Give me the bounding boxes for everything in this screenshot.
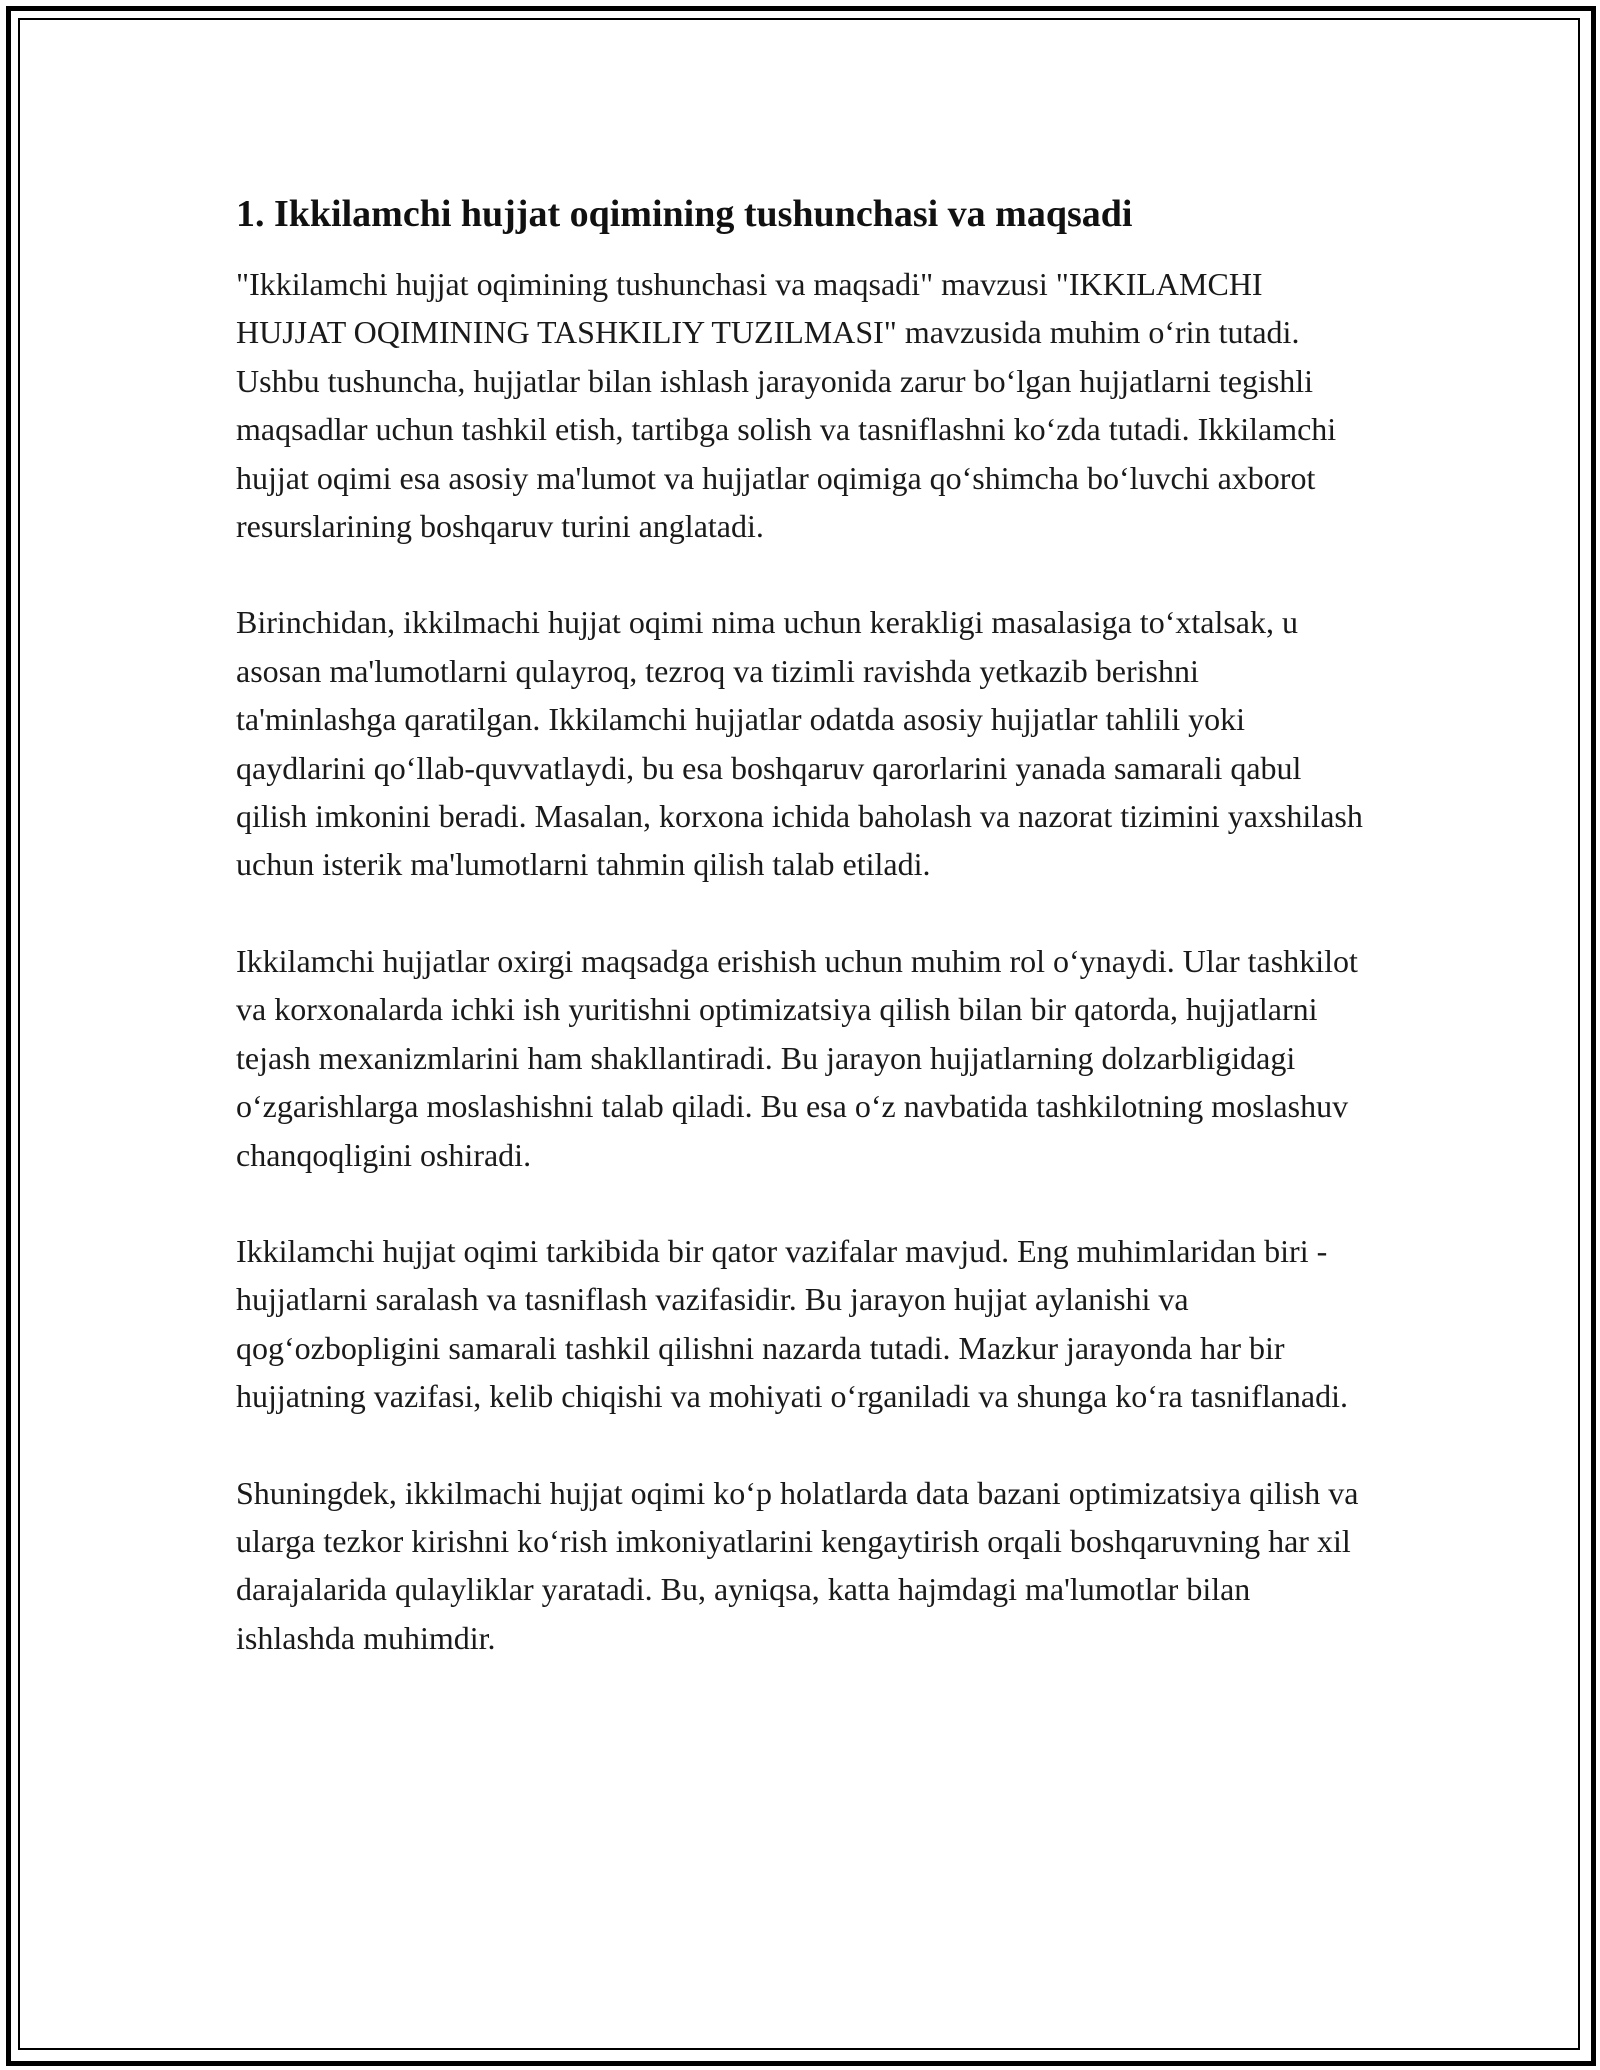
paragraph-2: Birinchidan, ikkilmachi hujjat oqimi nima uchun kerakligi masalasiga to‘xtalsak, u asosan ma'lumotlarni qulayroq, tezroq va tizimli ravishda yetkazib berishni ta'minlashga qaratilgan. Ikkilamchi hujjatlar odatda asosiy hujjatlar tahlili yoki qaydlarini qo‘llab-quvvatlaydi, bu esa boshqaruv qarorlarini yanada samarali qabul qilish imkonini beradi. Masalan, korxona ichida baholash va nazorat tizimini yaxshilash uchun isterik ma'lumotlarni tahmin qilish talab etiladi. [236,604,1363,883]
section-heading: 1. Ikkilamchi hujjat oqimining tushunchasi va maqsadi [236,193,1133,235]
paragraph-4: Ikkilamchi hujjat oqimi tarkibida bir qator vazifalar mavjud. Eng muhimlaridan biri - hujjatlarni saralash va tasniflash vazifasidir. Bu jarayon hujjat aylanishi va qog‘ozbopligini samarali tashkil qilishni nazarda tutadi. Mazkur jarayonda har bir hujjatning vazifasi, kelib chiqishi va mohiyati o‘rganiladi va shunga ko‘ra tasniflanadi. [236,1232,1349,1415]
paragraph-3: Ikkilamchi hujjatlar oxirgi maqsadga erishish uchun muhim rol o‘ynaydi. Ular tashkilot va korxonalarda ichki ish yuritishni optimizatsiya qilish bilan bir qatorda, hujjatlarni tejash mexanizmlarini ham shakllantiradi. Bu jarayon hujjatlarning dolzarbligidagi o‘zgarishlarga moslashishni talab qiladi. Bu esa o‘z navbatida tashkilotning moslashuv chanqoqligini oshiradi. [236,942,1358,1173]
paragraph-1: "Ikkilamchi hujjat oqimining tushunchasi va maqsadi" mavzusi "IKKILAMCHI HUJJAT OQIMINING TASHKILIY TUZILMASI" mavzusida muhim o‘rin tutadi. Ushbu tushuncha, hujjatlar bilan ishlash jarayonida zarur bo‘lgan hujjatlarni tegishli maqsadlar uchun tashkil etish, tartibga solish va tasniflashni ko‘zda tutadi. Ikkilamchi hujjat oqimi esa asosiy ma'lumot va hujjatlar oqimiga qo‘shimcha bo‘luvchi axborot resurslarining boshqaruv turini anglatadi. [236,266,1337,545]
paragraph-5: Shuningdek, ikkilmachi hujjat oqimi ko‘p holatlarda data bazani optimizatsiya qilish va ularga tezkor kirishni ko‘rish imkoniyatlarini kengaytirish orqali boshqaruvning har xil darajalarida qulayliklar yaratadi. Bu, ayniqsa, katta hajmdagi ma'lumotlar bilan ishlashda muhimdir. [236,1474,1359,1656]
document-body [236,186,1366,1710]
